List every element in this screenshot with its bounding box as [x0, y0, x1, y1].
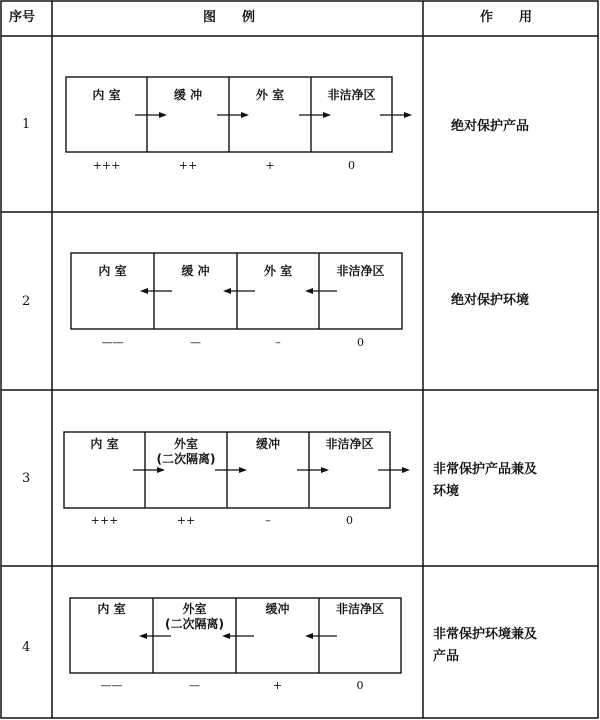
diagram-3-flow-arrow-4-head [402, 467, 410, 473]
diagram-4-zone-label-3: 缓冲 [265, 602, 290, 616]
diagram-2-zone-label-4: 非洁净区 [336, 264, 385, 278]
diagram-1-flow-arrow-3-head [323, 112, 331, 118]
diagram-3-flow-arrow-2-head [239, 467, 247, 473]
diagram-1-pressure-label-3: + [265, 159, 275, 172]
diagram-1-flow-arrow-4-head [404, 112, 412, 118]
diagram-2-pressure-label-4: 0 [357, 336, 364, 349]
diagram-1-pressure-label-4: 0 [348, 159, 355, 172]
diagram-4-flow-arrow-1-head [139, 633, 147, 639]
diagram-1-zone-label-1: 内 室 [92, 88, 121, 102]
diagram-4-pressure-label-2: — [189, 679, 200, 692]
diagram-2-zone-label-3: 外 室 [263, 264, 293, 278]
diagram-1-pressure-label-1: +++ [92, 159, 121, 172]
function-text-4: 非常保护环境兼及 产品 [433, 627, 538, 664]
row-number-1: 1 [22, 117, 31, 132]
diagram-3-flow-arrow-3-head [321, 467, 329, 473]
diagram-3-pressure-label-1: +++ [90, 514, 119, 527]
function-text-2: 绝对保护环境 [451, 293, 530, 308]
diagram-3-zone-label-3: 缓冲 [255, 437, 280, 451]
diagram-4-pressure-label-3: + [272, 679, 283, 692]
diagram-4-pressure-label-4: 0 [356, 679, 364, 692]
diagram-1-zone-label-4: 非洁净区 [327, 88, 376, 102]
diagram-2-flow-arrow-3-head [305, 288, 313, 294]
row-number-2: 2 [22, 294, 31, 309]
diagram-4-flow-arrow-3-head [305, 633, 313, 639]
diagram-4-zone-label-1: 内 室 [97, 602, 126, 616]
diagram-2-pressure-label-2: — [190, 336, 201, 349]
diagram-3-pressure-label-4: 0 [346, 514, 353, 527]
diagram-3-pressure-label-2: ++ [176, 514, 196, 527]
diagram-3-pressure-label-3: – [265, 514, 271, 527]
row-number-3: 3 [22, 471, 31, 486]
diagram-2-zone-label-1: 内 室 [98, 264, 127, 278]
header-function: 作 用 [480, 10, 533, 25]
diagram-4-pressure-label-1: —— [100, 679, 123, 692]
diagram-3-flow-arrow-1-head [157, 467, 165, 473]
diagram-4-flow-arrow-2-head [222, 633, 230, 639]
diagram-4-zone-label-4: 非洁净区 [335, 602, 384, 616]
diagram-1-flow-arrow-1-head [159, 112, 167, 118]
diagram-1-zone-label-2: 缓 冲 [173, 88, 203, 102]
function-text-1: 绝对保护产品 [451, 119, 530, 134]
function-text-3: 非常保护产品兼及 环境 [433, 462, 538, 499]
header-diagram: 图 例 [203, 10, 256, 25]
row-number-4: 4 [22, 640, 31, 655]
diagram-1-pressure-label-2: ++ [178, 159, 198, 172]
diagram-3-zone-label-1: 内 室 [90, 437, 119, 451]
diagram-3-zone-label-2: 外室 (二次隔离) [156, 437, 216, 466]
diagram-2-pressure-label-3: – [275, 336, 281, 349]
header-serial-number: 序号 [9, 10, 36, 25]
diagram-1-zone-label-3: 外 室 [255, 88, 285, 102]
diagram-2-flow-arrow-1-head [140, 288, 148, 294]
diagram-2-flow-arrow-2-head [223, 288, 231, 294]
diagram-3-zone-label-4: 非洁净区 [325, 437, 374, 451]
diagram-2-pressure-label-1: —— [101, 336, 124, 349]
diagram-4-zone-label-2: 外室 (二次隔离) [165, 602, 224, 631]
diagram-2-zone-label-2: 缓 冲 [181, 264, 210, 278]
diagram-1-flow-arrow-2-head [241, 112, 249, 118]
